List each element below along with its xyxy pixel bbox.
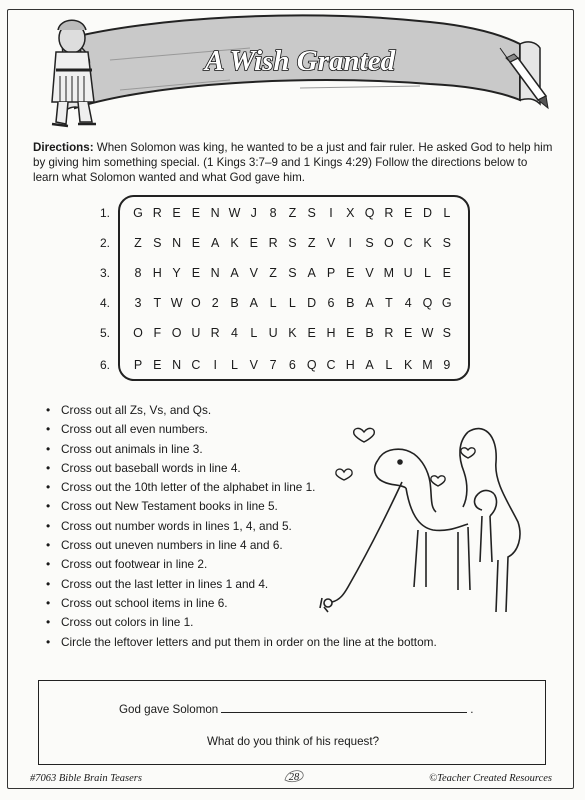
puzzle-letter[interactable]: N (172, 236, 182, 250)
puzzle-letter[interactable]: E (153, 358, 162, 372)
puzzle-letter[interactable]: 2 (211, 296, 219, 310)
bullet-icon: • (46, 403, 51, 417)
puzzle-letter[interactable]: 7 (269, 358, 277, 372)
row-number: 1. (99, 206, 110, 220)
puzzle-letter[interactable]: B (365, 326, 374, 340)
puzzle-letter[interactable]: B (346, 296, 355, 310)
bullet-icon: • (46, 480, 51, 495)
instruction-text: Cross out New Testament books in line 5. (61, 499, 278, 514)
puzzle-letter[interactable]: O (191, 296, 201, 310)
instruction-text: Circle the leftover letters and put them in order on the line at the bottom. (61, 634, 437, 649)
puzzle-letter[interactable]: V (249, 358, 258, 372)
instruction-text: Cross out all Zs, Vs, and Qs. (61, 403, 212, 417)
puzzle-letter[interactable]: E (191, 266, 201, 280)
puzzle-letter[interactable]: M (422, 358, 433, 372)
row-number: 6. (99, 358, 110, 372)
puzzle-letter[interactable]: V (249, 266, 258, 280)
puzzle-letter[interactable]: P (133, 358, 143, 372)
puzzle-letter[interactable]: M (383, 266, 395, 280)
puzzle-letter[interactable]: E (191, 206, 201, 220)
puzzle-letter[interactable]: J (250, 206, 257, 220)
puzzle-letter[interactable]: P (326, 266, 336, 280)
bullet-icon: • (46, 441, 51, 456)
row-number: 2. (99, 236, 110, 250)
title-banner (0, 0, 585, 140)
instruction-text: Cross out uneven numbers in line 4 and 6. (61, 538, 283, 553)
puzzle-letter[interactable]: Q (364, 206, 375, 220)
puzzle-letter[interactable]: Z (134, 236, 142, 250)
puzzle-letter[interactable]: O (133, 326, 143, 340)
puzzle-letter[interactable]: S (307, 206, 316, 220)
instruction-text: Cross out all even numbers. (61, 422, 208, 437)
puzzle-letter[interactable]: 8 (269, 206, 277, 220)
page-number: 28 (288, 772, 300, 783)
puzzle-letter[interactable]: G (441, 296, 452, 310)
instruction-item (43, 633, 483, 652)
footer-book-title: #7063 Bible Brain Teasers (30, 773, 142, 784)
puzzle-letter[interactable]: T (153, 296, 162, 310)
puzzle-letter[interactable]: D (422, 206, 433, 220)
puzzle-letter[interactable]: C (191, 358, 201, 372)
footer-publisher: ©Teacher Created Resources (429, 773, 552, 784)
puzzle-letter[interactable]: K (423, 236, 432, 250)
puzzle-letter[interactable]: R (268, 236, 278, 250)
instruction-text: Cross out school items in line 6. (61, 595, 228, 610)
bullet-icon: • (46, 576, 51, 591)
puzzle-letter[interactable]: U (268, 326, 278, 340)
puzzle-letter[interactable]: Q (422, 296, 433, 310)
puzzle-letter[interactable]: S (365, 236, 374, 250)
instruction-text: Cross out baseball words in line 4. (61, 460, 241, 475)
puzzle-letter[interactable]: I (348, 236, 353, 250)
puzzle-letter[interactable]: S (153, 236, 162, 250)
puzzle-letter[interactable]: E (249, 236, 258, 250)
puzzle-letter[interactable]: L (250, 326, 258, 340)
puzzle-letter[interactable]: Q (306, 358, 317, 372)
puzzle-letter[interactable]: V (326, 236, 336, 250)
puzzle-letter[interactable]: A (230, 266, 239, 280)
puzzle-letter[interactable]: O (171, 326, 182, 340)
bullet-icon: • (46, 460, 51, 475)
puzzle-letter[interactable]: N (210, 266, 220, 280)
puzzle-letter[interactable]: A (307, 266, 316, 280)
puzzle-letter[interactable]: T (385, 296, 393, 310)
row-number: 5. (99, 326, 110, 340)
bullet-icon: • (46, 499, 51, 514)
puzzle-letter[interactable]: 6 (327, 296, 335, 310)
instruction-text: Cross out the last letter in lines 1 and 4. (61, 576, 269, 591)
puzzle-letter[interactable]: F (153, 326, 162, 340)
puzzle-letter[interactable]: E (442, 266, 451, 280)
puzzle-letter[interactable]: S (442, 326, 451, 340)
puzzle-letter[interactable]: E (404, 206, 413, 220)
puzzle-letter[interactable]: 8 (134, 266, 142, 280)
puzzle-letter[interactable]: E (172, 206, 181, 220)
bullet-icon: • (46, 538, 51, 553)
directions-label: Directions: (33, 141, 94, 154)
puzzle-letter[interactable]: L (288, 296, 296, 310)
puzzle-letter[interactable]: L (231, 358, 238, 372)
puzzle-letter[interactable]: K (230, 236, 239, 250)
puzzle-letter[interactable]: Z (288, 206, 297, 220)
puzzle-letter[interactable]: K (288, 326, 297, 340)
puzzle-letter[interactable]: N (210, 206, 220, 220)
puzzle-letter[interactable]: E (191, 236, 201, 250)
puzzle-letter[interactable]: U (191, 326, 201, 340)
puzzle-letter[interactable]: A (211, 236, 220, 250)
puzzle-letter[interactable]: Y (172, 266, 181, 280)
puzzle-letter[interactable]: L (443, 206, 451, 220)
puzzle-letter[interactable]: E (404, 326, 413, 340)
puzzle-letter[interactable]: V (365, 266, 374, 280)
puzzle-letter[interactable]: C (326, 358, 336, 372)
puzzle-letter[interactable]: E (307, 326, 316, 340)
bullet-icon: • (46, 615, 51, 630)
puzzle-letter[interactable]: H (152, 266, 162, 280)
puzzle-letter[interactable]: 3 (134, 296, 142, 310)
instruction-text: Cross out the 10th letter of the alphabet in line 1. (61, 480, 316, 495)
answer-end: . (470, 703, 474, 716)
puzzle-letter[interactable]: A (365, 358, 374, 372)
puzzle-letter[interactable]: N (172, 358, 182, 372)
bullet-icon: • (46, 634, 51, 649)
puzzle-letter[interactable]: L (385, 358, 393, 372)
puzzle-letter[interactable]: W (170, 296, 183, 310)
puzzle-letter[interactable]: E (346, 266, 355, 280)
puzzle-letter[interactable]: I (329, 206, 333, 220)
answer-blank[interactable] (221, 701, 467, 713)
puzzle-letter[interactable]: B (230, 296, 239, 310)
bullet-icon: • (46, 422, 51, 437)
puzzle-letter[interactable]: S (288, 266, 297, 280)
puzzle-letter[interactable]: X (346, 206, 355, 220)
directions-paragraph (33, 140, 553, 185)
worksheet-title: A Wish Granted (204, 45, 396, 77)
heart-icon (336, 428, 475, 486)
puzzle-letter[interactable]: G (133, 206, 143, 220)
puzzle-letter[interactable]: W (228, 206, 241, 220)
row-number: 4. (99, 296, 110, 310)
puzzle-letter[interactable]: 4 (231, 326, 238, 340)
puzzle-letter[interactable]: C (403, 236, 413, 250)
puzzle-letter[interactable]: L (424, 266, 431, 280)
instruction-text: Cross out colors in line 1. (61, 615, 194, 630)
directions-text: When Solomon was king, he wanted to be a just and fair ruler. He asked God to help him by giving him something special. (1 Kings 3:7–9 and 1 Kings 4:29) Follow the directions below to learn what Solomon wanted and what God gave him. (33, 141, 553, 184)
puzzle-letter[interactable]: R (210, 326, 220, 340)
puzzle-letter[interactable]: I (213, 358, 217, 372)
puzzle-letter[interactable]: K (404, 358, 413, 372)
puzzle-letter[interactable]: Z (269, 266, 277, 280)
puzzle-letter[interactable]: S (442, 236, 451, 250)
puzzle-letter[interactable]: R (384, 206, 394, 220)
puzzle-letter[interactable]: S (288, 236, 297, 250)
puzzle-letter[interactable]: R (384, 326, 394, 340)
bullet-icon: • (46, 595, 51, 610)
answer-line (119, 701, 474, 716)
reflection-question: What do you think of his request? (206, 735, 380, 748)
puzzle-letter[interactable]: E (346, 326, 355, 340)
puzzle-letter[interactable]: H (326, 326, 336, 340)
puzzle-letter[interactable]: O (384, 236, 394, 250)
bullet-icon: • (46, 518, 51, 533)
puzzle-letter[interactable]: Z (307, 236, 316, 250)
puzzle-letter[interactable]: U (403, 266, 413, 280)
puzzle-letter[interactable]: 4 (404, 296, 412, 310)
puzzle-letter[interactable]: L (269, 296, 277, 310)
camels-illustration (318, 412, 538, 627)
bullet-icon: • (46, 557, 51, 572)
puzzle-letter[interactable]: H (345, 358, 355, 372)
puzzle-letter[interactable]: A (249, 296, 258, 310)
puzzle-letter[interactable]: 6 (288, 358, 296, 372)
puzzle-letter[interactable]: W (421, 326, 434, 340)
answer-prompt: God gave Solomon (119, 703, 219, 716)
row-number: 3. (99, 266, 110, 280)
instruction-text: Cross out animals in line 3. (61, 441, 203, 456)
puzzle-letter[interactable]: D (307, 296, 317, 310)
answer-box (38, 680, 546, 765)
puzzle-letter[interactable]: A (365, 296, 374, 310)
instruction-text: Cross out number words in lines 1, 4, and 5. (61, 518, 292, 533)
puzzle-letter[interactable]: 9 (443, 358, 451, 372)
instruction-text: Cross out footwear in line 2. (61, 557, 208, 572)
puzzle-letter[interactable]: R (152, 206, 162, 220)
